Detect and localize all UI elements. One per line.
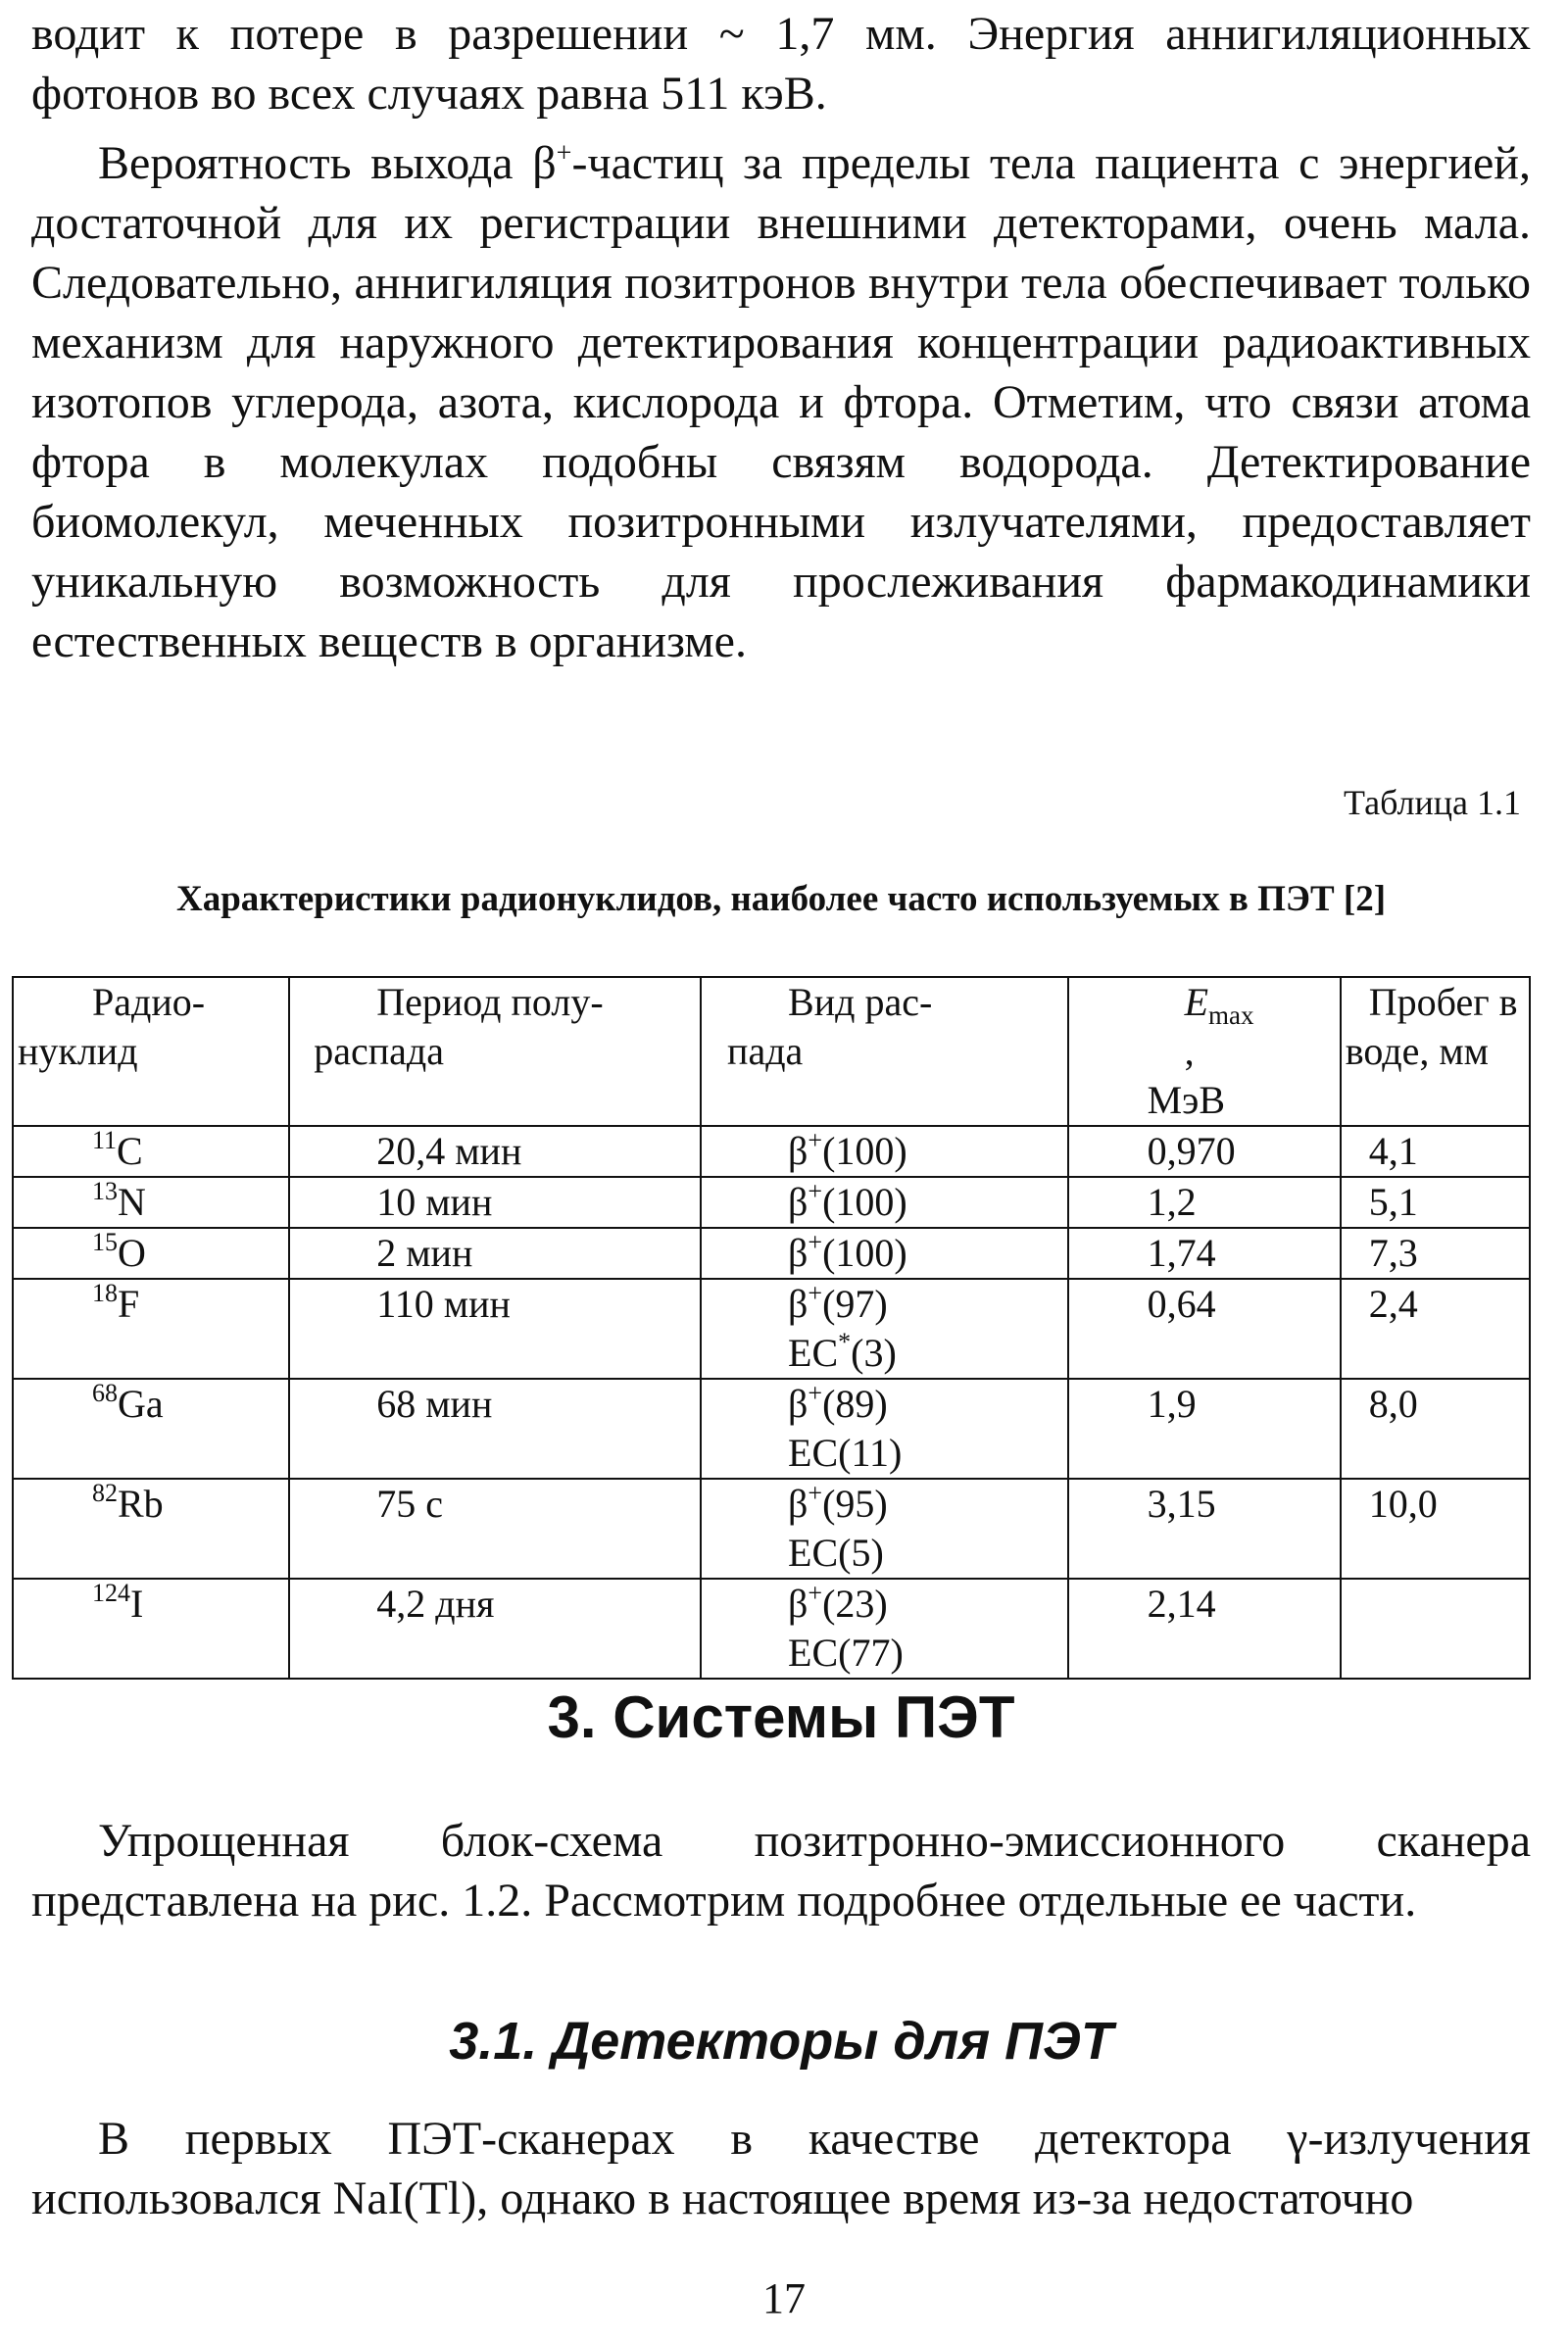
decay-line1: [702, 1580, 1067, 1629]
decay-line2: [702, 1629, 1067, 1678]
header-decay-line2: пада: [727, 1029, 804, 1073]
table-body: [13, 1126, 1530, 1679]
decay-percent: (97): [822, 1282, 888, 1326]
cell-nuclide: [13, 1126, 289, 1177]
header-half-life: [289, 977, 701, 1126]
decay-line1: [702, 1127, 1067, 1176]
cell-emax: [1068, 1379, 1341, 1479]
cell-range: [1341, 1177, 1530, 1228]
emax-value: 1,74: [1147, 1231, 1216, 1275]
cell-half-life: [289, 1126, 701, 1177]
decay-symbol: β: [788, 1382, 808, 1426]
cell-nuclide: [13, 1177, 289, 1228]
section-3-paragraph: Упрощенная блок-схема позитронно-эмиссионного сканера представлена на рис. 1.2. Рассмотрим подробнее отдельные ее части.: [31, 1815, 1531, 1927]
header-emax: [1068, 977, 1341, 1126]
emax-value: 1,2: [1147, 1180, 1197, 1224]
decay-percent: (23): [822, 1582, 888, 1626]
decay-symbol: β: [788, 1180, 808, 1224]
cell-range: [1341, 1126, 1530, 1177]
cell-range: [1341, 1279, 1530, 1379]
section-3-heading: 3. Системы ПЭТ: [547, 1684, 1015, 1750]
nuclide-mass-number: 82: [92, 1478, 118, 1507]
table-row: [13, 1479, 1530, 1579]
header-radionuclide: [13, 977, 289, 1126]
emax-value: 0,970: [1147, 1129, 1236, 1173]
nuclide-element: N: [118, 1180, 146, 1224]
decay-symbol: β: [788, 1582, 808, 1626]
decay-line2: [702, 1529, 1067, 1578]
decay-symbol: β: [788, 1129, 808, 1173]
decay-line1: [702, 1380, 1067, 1429]
decay2-symbol: EC(11): [788, 1431, 903, 1475]
nuclide-symbol: [14, 1580, 288, 1629]
cell-range: [1341, 1579, 1530, 1679]
range-value: 8,0: [1368, 1382, 1418, 1426]
nuclide-element: Ga: [118, 1382, 164, 1426]
emax-value: 2,14: [1147, 1582, 1216, 1626]
decay2-symbol: EC: [788, 1331, 839, 1375]
cell-decay: [701, 1279, 1068, 1379]
table-row: [13, 1279, 1530, 1379]
table-row: [13, 1379, 1530, 1479]
nuclide-mass-number: 124: [92, 1578, 130, 1607]
range-value: 7,3: [1368, 1231, 1418, 1275]
cell-nuclide: [13, 1379, 289, 1479]
decay-line2: [702, 1329, 1067, 1378]
cell-emax: [1068, 1177, 1341, 1228]
header-emax-sub: max: [1208, 1000, 1254, 1030]
decay-symbol: β: [788, 1231, 808, 1275]
cell-half-life: [289, 1579, 701, 1679]
cell-range: [1341, 1379, 1530, 1479]
decay-line1: [702, 1178, 1067, 1227]
section-3-1-heading: 3.1. Детекторы для ПЭТ: [449, 2012, 1113, 2071]
nuclide-symbol: [14, 1178, 288, 1227]
table-row: [13, 1579, 1530, 1679]
paragraph-beta-escape: [31, 123, 1531, 671]
decay-percent: (100): [822, 1231, 907, 1275]
section-3-1-paragraph: В первых ПЭТ-сканерах в качестве детектора γ-излучения использовался NaI(Tl), однако в настоящее время из-за недостаточно: [31, 2113, 1531, 2224]
decay-percent: (95): [822, 1482, 888, 1526]
cell-half-life: [289, 1177, 701, 1228]
header-radionuclide-line2: нуклид: [18, 1029, 138, 1073]
half-life-value: 10 мин: [376, 1180, 493, 1224]
table-label: Таблица 1.1: [1344, 783, 1521, 822]
nuclide-mass-number: 68: [92, 1378, 118, 1407]
nuclide-element: O: [118, 1231, 146, 1275]
decay-line1: [702, 1280, 1067, 1329]
header-half-life-line2: распада: [314, 1029, 445, 1073]
cell-decay: [701, 1228, 1068, 1279]
half-life-value: 68 мин: [376, 1382, 493, 1426]
cell-range: [1341, 1228, 1530, 1279]
cell-emax: [1068, 1279, 1341, 1379]
range-value: 5,1: [1368, 1180, 1418, 1224]
paragraph-continued: водит к потере в разрешении ~ 1,7 мм. Энергия аннигиляционных фотонов во всех случаях равна 511 кэВ.: [31, 8, 1531, 120]
cell-decay: [701, 1177, 1068, 1228]
half-life-value: 110 мин: [376, 1282, 511, 1326]
section-3-body: [31, 1811, 1531, 1930]
header-range-line1: Пробег в: [1368, 980, 1518, 1024]
decay2-percent: (3): [851, 1331, 897, 1375]
decay-line1: [702, 1480, 1067, 1529]
decay-sup: +: [808, 1125, 823, 1154]
paragraph-beta-rest: -частиц за пределы тела пациента с энергией, достаточной для их регистрации внешними детекторами, очень мала. Следовательно, аннигиляция позитронов внутри тела обеспечивает только механизм для наружного детектирования концентрации радиоактивных изотопов углерода, азота, кислорода и фтора. Отметим, что связи атома фтора в молекулах подобны связям водорода. Детектирование биомолекул, меченных позитронными излучателями, предоставляет уникальную возможность для прослеживания фармакодинамики естественных веществ в организме.: [31, 137, 1531, 667]
header-range: [1341, 977, 1530, 1126]
intro-text: [31, 4, 1531, 671]
range-value: 2,4: [1368, 1282, 1418, 1326]
cell-decay: [701, 1126, 1068, 1177]
cell-nuclide: [13, 1579, 289, 1679]
half-life-value: 2 мин: [376, 1231, 473, 1275]
nuclide-symbol: [14, 1127, 288, 1176]
beta-plus-sup: +: [556, 138, 572, 169]
nuclide-mass-number: 18: [92, 1278, 118, 1307]
cell-half-life: [289, 1228, 701, 1279]
nuclide-symbol: [14, 1229, 288, 1278]
table-row: [13, 1177, 1530, 1228]
paragraph-beta-start: Вероятность выхода β: [98, 137, 557, 189]
decay-sup: +: [808, 1578, 823, 1607]
cell-nuclide: [13, 1279, 289, 1379]
header-radionuclide-line1: Радио-: [92, 980, 206, 1024]
cell-decay: [701, 1379, 1068, 1479]
decay-sup: +: [808, 1227, 823, 1256]
cell-nuclide: [13, 1479, 289, 1579]
decay-sup: +: [808, 1378, 823, 1407]
cell-emax: [1068, 1479, 1341, 1579]
half-life-value: 4,2 дня: [376, 1582, 495, 1626]
header-emax-line1: [1069, 978, 1340, 1076]
decay-percent: (89): [822, 1382, 888, 1426]
decay-sup: +: [808, 1478, 823, 1507]
nuclide-element: C: [117, 1129, 143, 1173]
nuclide-mass-number: 15: [92, 1227, 118, 1256]
header-range-line2: воде, мм: [1345, 1029, 1489, 1073]
emax-value: 0,64: [1147, 1282, 1216, 1326]
radionuclide-table: [12, 976, 1531, 1680]
decay-percent: (100): [822, 1180, 907, 1224]
decay-symbol: β: [788, 1282, 808, 1326]
section-3-1-body: [31, 2109, 1531, 2228]
emax-value: 3,15: [1147, 1482, 1216, 1526]
nuclide-element: F: [118, 1282, 140, 1326]
cell-half-life: [289, 1479, 701, 1579]
cell-half-life: [289, 1379, 701, 1479]
table-row: [13, 1126, 1530, 1177]
page-number: 17: [762, 2274, 806, 2322]
decay-line2: [702, 1429, 1067, 1478]
half-life-value: 75 с: [376, 1482, 443, 1526]
decay-line1: [702, 1229, 1067, 1278]
decay2-symbol: EC(5): [788, 1531, 884, 1575]
cell-decay: [701, 1479, 1068, 1579]
nuclide-element: I: [130, 1582, 144, 1626]
nuclide-symbol: [14, 1480, 288, 1529]
cell-half-life: [289, 1279, 701, 1379]
decay2-symbol: EC(77): [788, 1631, 904, 1675]
decay-sup: +: [808, 1176, 823, 1205]
nuclide-symbol: [14, 1280, 288, 1329]
decay2-sup: *: [838, 1327, 852, 1356]
cell-decay: [701, 1579, 1068, 1679]
cell-emax: [1068, 1228, 1341, 1279]
cell-emax: [1068, 1579, 1341, 1679]
table-row: [13, 1228, 1530, 1279]
header-decay-mode: [701, 977, 1068, 1126]
half-life-value: 20,4 мин: [376, 1129, 522, 1173]
header-decay-line1: Вид рас-: [788, 980, 933, 1024]
decay-percent: (100): [822, 1129, 907, 1173]
nuclide-element: Rb: [118, 1482, 164, 1526]
cell-nuclide: [13, 1228, 289, 1279]
cell-emax: [1068, 1126, 1341, 1177]
nuclide-mass-number: 11: [92, 1125, 118, 1154]
table-caption: Характеристики радионуклидов, наиболее часто используемых в ПЭТ [2]: [175, 879, 1387, 919]
decay-sup: +: [808, 1278, 823, 1307]
table-header-row: [13, 977, 1530, 1126]
header-emax-symbol: E: [1184, 980, 1209, 1024]
range-value: 10,0: [1368, 1482, 1438, 1526]
nuclide-mass-number: 13: [92, 1176, 118, 1205]
nuclide-symbol: [14, 1380, 288, 1429]
header-half-life-line1: Период полу-: [376, 980, 604, 1024]
header-emax-line2: МэВ: [1147, 1078, 1226, 1122]
emax-value: 1,9: [1147, 1382, 1197, 1426]
decay-symbol: β: [788, 1482, 808, 1526]
header-emax-comma: ,: [1184, 1029, 1195, 1073]
cell-range: [1341, 1479, 1530, 1579]
range-value: 4,1: [1368, 1129, 1418, 1173]
